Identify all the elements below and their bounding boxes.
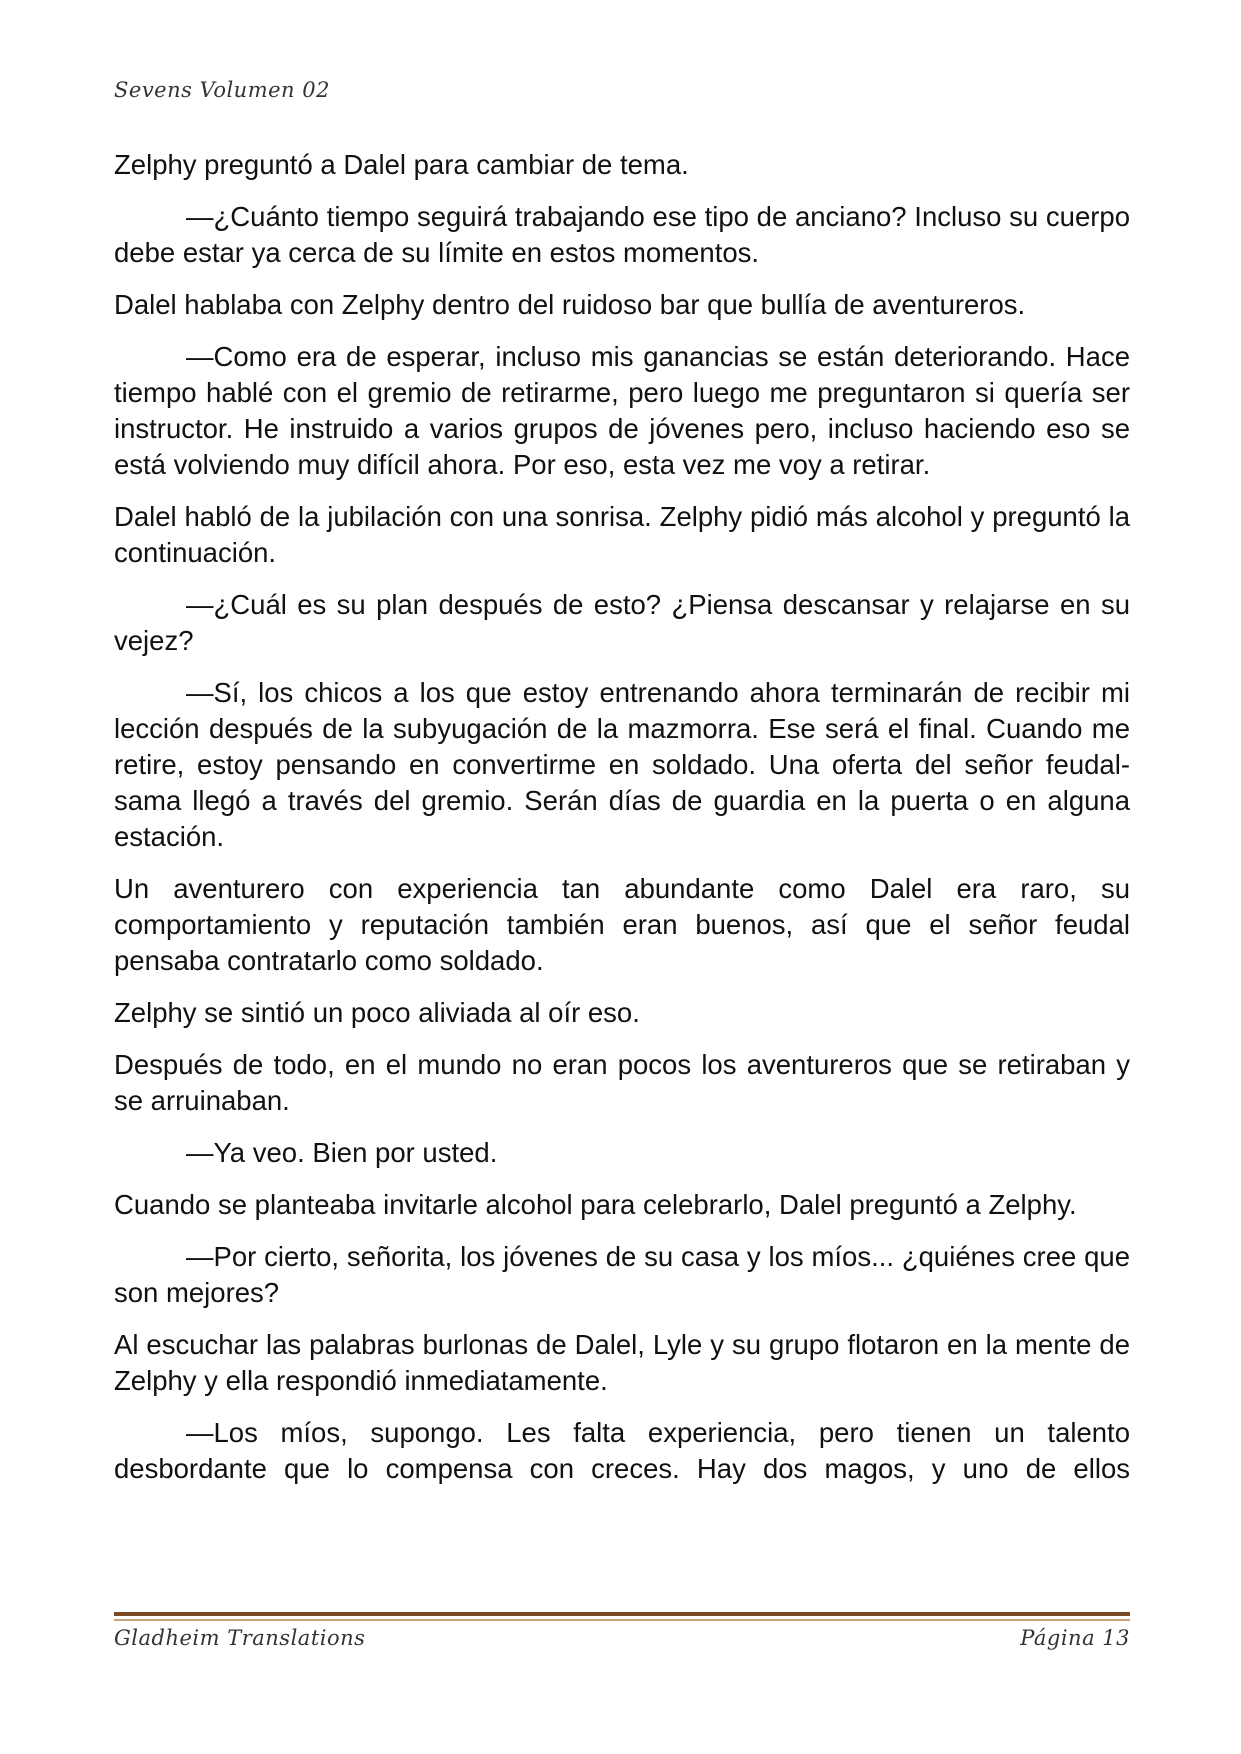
paragraph: Al escuchar las palabras burlonas de Dalel, Lyle y su grupo flotaron en la mente de Zelphy y ella respondió inmediatamente. [114, 1329, 1130, 1396]
dialog-paragraph: —Como era de esperar, incluso mis ganancias se están deteriorando. Hace tiempo hablé con el gremio de retirarme, pero luego me preguntaron si quería ser instructor. He instruido a varios grupos de jóvenes pero, incluso haciendo eso se está volviendo muy difícil ahora. Por eso, esta vez me voy a retirar. [114, 341, 1130, 480]
page-number: Página 13 [1020, 1626, 1130, 1650]
page-header-title: Sevens Volumen 02 [114, 78, 330, 102]
paragraph: Dalel habló de la jubilación con una sonrisa. Zelphy pidió más alcohol y preguntó la continuación. [114, 501, 1130, 568]
dialog-paragraph: —Por cierto, señorita, los jóvenes de su casa y los míos... ¿quiénes cree que son mejores? [114, 1241, 1130, 1308]
dialog-paragraph: —Los míos, supongo. Les falta experiencia, pero tienen un talento desbordante que lo compensa con creces. Hay dos magos, y uno de ellos [114, 1417, 1130, 1484]
dialog-paragraph: —¿Cuál es su plan después de esto? ¿Piensa descansar y relajarse en su vejez? [114, 589, 1130, 656]
footer-credit: Gladheim Translations [114, 1626, 366, 1650]
paragraph: Dalel hablaba con Zelphy dentro del ruidoso bar que bullía de aventureros. [114, 289, 1026, 320]
paragraph: Zelphy se sintió un poco aliviada al oír eso. [114, 997, 640, 1028]
footer-divider [114, 1612, 1130, 1621]
paragraph: Zelphy preguntó a Dalel para cambiar de tema. [114, 149, 689, 180]
paragraph: Cuando se planteaba invitarle alcohol para celebrarlo, Dalel preguntó a Zelphy. [114, 1189, 1077, 1220]
paragraph: Después de todo, en el mundo no eran pocos los aventureros que se retiraban y se arruinaban. [114, 1049, 1130, 1116]
dialog-paragraph: —Ya veo. Bien por usted. [186, 1137, 498, 1168]
dialog-paragraph: —¿Cuánto tiempo seguirá trabajando ese tipo de anciano? Incluso su cuerpo debe estar ya cerca de su límite en estos momentos. [114, 201, 1130, 268]
body-text [114, 147, 1130, 1503]
dialog-paragraph: —Sí, los chicos a los que estoy entrenando ahora terminarán de recibir mi lección después de la subyugación de la mazmorra. Ese será el final. Cuando me retire, estoy pensando en convertirme en soldado. Una oferta del señor feudal-sama llegó a través del gremio. Serán días de guardia en la puerta o en alguna estación. [114, 677, 1130, 852]
paragraph: Un aventurero con experiencia tan abundante como Dalel era raro, su comportamiento y reputación también eran buenos, así que el señor feudal pensaba contratarlo como soldado. [114, 873, 1130, 976]
footer-divider-thick [114, 1612, 1130, 1616]
footer-divider-thin [114, 1619, 1130, 1621]
